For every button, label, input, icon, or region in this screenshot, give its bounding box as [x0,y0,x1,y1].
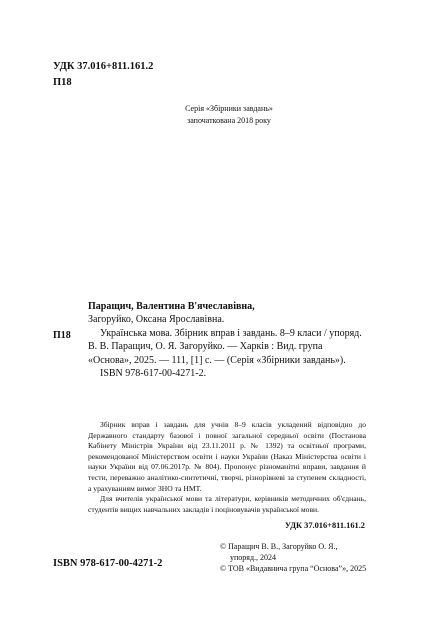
series-note [120,103,338,127]
series-line-2: започаткована 2018 року [187,116,271,125]
catalog-record [88,300,366,380]
title-description: Українська мова. Збірник вправ і завдань. 8–9 класи / упоряд. В. В. Паращич, О. Я. Загоруйко. — Харків : Вид. група «Основа», 2025. — 111, [1] с. — (Серія «Збірники завдань»). [88,327,362,366]
author-line: Паращич, Валентина В'ячеславівна, [88,301,255,312]
author-index: П18 [53,330,71,341]
annotation-para-1: Збірник вправ і завдань для учнів 8–9 класів укладений відповідно до Державного стандарту базової і повної загальної середньої освіти (Постанова Кабінету Міністрів України від 23.11.2011 р. № 1392) та освітньої програми, рекомендованої Міністерством освіти і науки України (Наказ Міністерства освіти і науки України від 07.06.2017р. № 804). Пропонує різноманітні вправи, завдання й тести, переважно аналітико-синтетичні, творчі, різнорівневі за ступенем складності, а урахуванням вимог ЗНО та НМТ. [88,420,366,493]
coauthor-line: Загоруйко, Оксана Ярославівна. [88,314,225,326]
udk-code: УДК 37.016+811.161.2 [53,61,154,72]
series-line-1: Серія «Збірники завдань» [185,104,273,113]
copyright-publisher: © ТОВ «Видавнича група “Основа”», 2025 [220,564,367,573]
udk-header [53,59,153,91]
index-code-top: П18 [53,77,72,88]
annotation [88,420,366,515]
copyright-authors: © Паращич В. В., Загоруйко О. Я., [220,542,338,551]
udk-footer: УДК 37.016+811.161.2 [284,521,365,530]
copyright-authors-cont: упоряд., 2024 [230,553,277,562]
annotation-para-2: Для вчителів української мови та літератури, керівників методичних об'єднань, студентів вищих навчальних закладів і поціновувачів української мови. [88,494,366,514]
isbn-footer: ISBN 978-617-00-4271-2 [53,558,163,569]
copyright-block [220,541,366,574]
isbn-inline: ISBN 978-617-00-4271-2. [100,368,207,380]
